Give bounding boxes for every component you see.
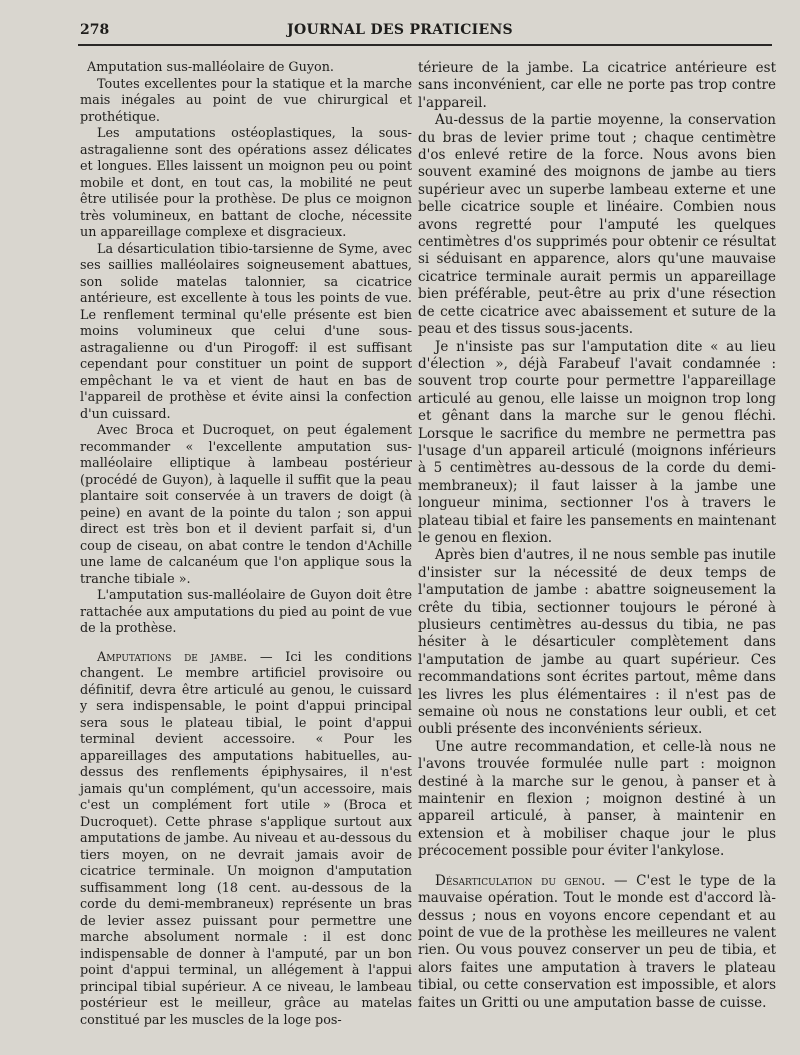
section-amputations-de-jambe	[80, 650, 412, 1030]
section-text: — C'est le type de la mauvaise opération. Tout le monde est d'accord là-dessus ; nous en voyons encore cependant et au point de vue de la prothèse les meilleures ne valent rien. Ou vous pouvez conserver un peu de tibia, et alors faites une amputation à travers le plateau tibial, ou cette conservation est impossible, et alors faites un Gritti ou une amputation basse de cuisse.	[418, 872, 777, 1011]
paragraph: Amputation sus-malléolaire de Guyon.	[87, 60, 334, 75]
paragraph: Une autre recommandation, et celle-là nous ne l'avons trouvée formulée nulle part : moignon destiné à la marche sur le genou, à panser et à maintenir en flexion ; moignon destiné à un appareil articulé, à panser, à maintenir en extension et à mobiliser chaque jour le plus précocement possible pour éviter l'ankylose.	[418, 738, 776, 860]
paragraph: L'amputation sus-malléolaire de Guyon doit être rattachée aux amputations du pied au point de vue de la prothèse.	[80, 588, 412, 636]
paragraph: Après bien d'autres, il ne nous semble pas inutile d'insister sur la nécessité de deux temps de l'amputation de jambe : abattre soigneusement la crête du tibia, sectionner toujours le péroné à plusieurs centimètres au-dessus du tibia, ne pas hésiter à le désarticuler complètement dans l'amputation de jambe au quart supérieur. Ces recommandations sont écrites partout, même dans les livres les plus élémentaires : il n'est pas de semaine où nous ne constations leur oubli, et cet oubli présente des inconvénients sérieux.	[418, 547, 776, 738]
paragraph: Avec Broca et Ducroquet, on peut également recommander « l'excellente amputation sus-malléolaire elliptique à lambeau postérieur (procédé de Guyon), à laquelle il suffit que la peau plantaire soit conservée à un travers de doigt (à peine) en avant de la pointe du talon ; son appui direct est très bon et il devient parfait si, d'un coup de ciseau, on abat contre le tendon d'Achille une lame de calcanéum que l'on applique sous la tranche tibiale ».	[80, 423, 412, 587]
left-column	[80, 60, 412, 1029]
paragraph: Au-dessus de la partie moyenne, la conservation du bras de levier prime tout ; chaque centimètre d'os enlevé retire de la force. Nous avons bien souvent examiné des moignons de jambe au tiers supérieur avec un superbe lambeau externe et une belle cicatrice souple et linéaire. Combien nous avons regretté pour l'amputé les quelques centimètres d'os supprimés pour obtenir ce résultat si séduisant en apparence, alors qu'une mauvaise cicatrice terminale aurait permis un appareillage bien préférable, peut-être au prix d'une résection de cette cicatrice avec abaissement et suture de la peau et des tissus sous-jacents.	[418, 112, 776, 338]
section-text: — Ici les conditions changent. Le membre artificiel provisoire ou définitif, devra être articulé au genou, le cuissard y sera indispensable, le point d'appui principal sera sous le plateau tibial, le point d'appui terminal devient accessoire. « Pour les appareillages des amputations habituelles, au-dessus des renflements épiphysaires, il n'est jamais qu'un complément, qu'un accessoire, mais c'est un complément fort utile » (Broca et Ducroquet). Cette phrase s'applique surtout aux amputations de jambe. Au niveau et au-dessous du tiers moyen, on ne devrait jamais avoir de cicatrice terminale. Un moignon d'amputation suffisamment long (18 cent. au-dessous de la corde du demi-membraneux) représente un bras de levier assez puissant pour permettre une marche absolument normale : il est donc indispensable de donner à l'amputé, par un bon point d'appui terminal, un allégement à l'appui principal tibial supérieur. A ce niveau, le lambeau postérieur est le meilleur, grâce au matelas constitué par les muscles de la loge pos-	[80, 649, 412, 1028]
page-header	[0, 0, 800, 46]
paragraph: La désarticulation tibio-tarsienne de Syme, avec ses saillies malléolaires soigneusement abattues, son solide matelas talonnier, sa cicatrice antérieure, est excellente à tous les points de vue. Le renflement terminal qu'elle présente est bien moins volumineux que celui d'une sous-astragalienne ou d'un Pirogoff: il est suffisant cependant pour constituer un point de support empêchant le va et vient de haut en bas de l'appareil de prothèse et évite ainsi la confection d'un cuissard.	[80, 241, 412, 422]
paragraph: Je n'insiste pas sur l'amputation dite « au lieu d'élection », déjà Farabeuf l'avait condamnée : souvent trop courte pour permettre l'appareillage articulé au genou, elle laisse un moignon trop long et gênant dans la marche sur le genou fléchi. Lorsque le sacrifice du membre ne permettra pas l'usage d'un appareil articulé (moignons inférieurs à 5 centimètres au-dessous de la corde du demi-membraneux); il faut laisser à la jambe une longueur minima, sectionner l'os à travers le plateau tibial et faire les pansements en maintenant le genou en flexion.	[418, 338, 776, 546]
page-number: 278	[80, 22, 110, 38]
section-heading: Amputations de jambe.	[97, 649, 248, 665]
header-rule	[78, 44, 772, 46]
paragraph-continued: térieure de la jambe. La cicatrice antérieure est sans inconvénient, car elle ne porte pas trop contre l'appareil.	[418, 60, 776, 111]
right-column	[418, 60, 776, 1012]
section-desarticulation-du-genou	[418, 873, 776, 1012]
running-head: JOURNAL DES PRATICIENS	[287, 22, 513, 38]
section-heading: Désarticulation du genou.	[435, 872, 606, 889]
paragraph: Toutes excellentes pour la statique et la marche mais inégales au point de vue chirurgical et prothétique.	[80, 76, 412, 125]
paragraph: Les amputations ostéoplastiques, la sous-astragalienne sont des opérations assez délicates et longues. Elles laissent un moignon peu ou point mobile et dont, en tout cas, la mobilité ne peut être utilisée pour la prothèse. De plus ce moignon très volumineux, en battant de cloche, nécessite un appareillage complexe et disgracieux.	[80, 126, 412, 240]
